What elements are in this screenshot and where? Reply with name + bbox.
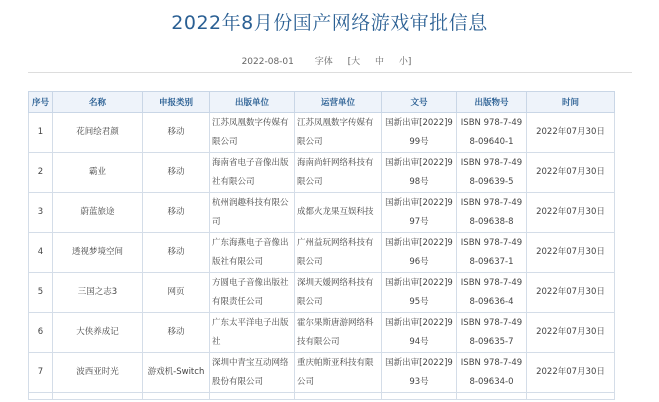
cell-category: 移动 xyxy=(143,233,210,273)
cell-date: 2022年07月30日 xyxy=(527,353,615,393)
cell-publisher: 江苏凤凰数字传媒有限公司 xyxy=(210,113,295,153)
cell-date: 2022年07月30日 xyxy=(527,113,615,153)
cell-publisher: 广东太平洋电子出版社 xyxy=(210,313,295,353)
cell-name: 大侠养成记 xyxy=(53,313,143,353)
approval-table xyxy=(28,91,615,400)
header-category: 申报类别 xyxy=(143,92,210,113)
cell-approval-no: 国新出审[2022]997号 xyxy=(382,193,457,233)
cell-approval-no: 国新出审[2022]996号 xyxy=(382,233,457,273)
cell-approval-no: 国新出审[2022]999号 xyxy=(382,113,457,153)
table-row-partial xyxy=(29,393,615,400)
table-row xyxy=(29,353,615,393)
cell-index: 2 xyxy=(29,153,53,193)
cell-isbn: ISBN 978-7-498-09640-1 xyxy=(457,113,527,153)
cell-date: 2022年07月30日 xyxy=(527,233,615,273)
cell-date: 2022年07月30日 xyxy=(527,153,615,193)
cell-approval-no: 国新出审[2022]998号 xyxy=(382,153,457,193)
cell-operator: 霍尔果斯唐游网络科技有限公司 xyxy=(295,313,382,353)
cell-publisher: 广东海燕电子音像出版社有限公司 xyxy=(210,233,295,273)
header-date: 时间 xyxy=(527,92,615,113)
cell-operator: 成都火龙果互娱科技 xyxy=(295,193,382,233)
title-divider xyxy=(28,72,632,73)
page-title: 2022年8月份国产网络游戏审批信息 xyxy=(171,12,488,34)
cell-category: 移动 xyxy=(143,113,210,153)
cell-index: 7 xyxy=(29,353,53,393)
cell-publisher: 深圳中青宝互动网络股份有限公司 xyxy=(210,353,295,393)
cell-publisher: 海南省电子音像出版社有限公司 xyxy=(210,153,295,193)
cell-index: 3 xyxy=(29,193,53,233)
publish-date: 2022-08-01 xyxy=(241,57,294,67)
cell-publisher: 杭州润趣科技有限公司 xyxy=(210,193,295,233)
cell-operator: 江苏凤凰数字传媒有限公司 xyxy=(295,113,382,153)
cell-isbn: ISBN 978-7-498-09636-4 xyxy=(457,273,527,313)
cell-category: 移动 xyxy=(143,193,210,233)
cell-approval-no: 国新出审[2022]995号 xyxy=(382,273,457,313)
cell-category: 移动 xyxy=(143,313,210,353)
cell-index: 5 xyxy=(29,273,53,313)
header-publisher: 出版单位 xyxy=(210,92,295,113)
font-size-large-button[interactable]: [大 xyxy=(347,57,361,67)
cell-name: 霸业 xyxy=(53,153,143,193)
cell-isbn: ISBN 978-7-498-09638-8 xyxy=(457,193,527,233)
header-operator: 运营单位 xyxy=(295,92,382,113)
cell-approval-no: 国新出审[2022]994号 xyxy=(382,313,457,353)
table-body xyxy=(29,113,615,400)
cell-index: 1 xyxy=(29,113,53,153)
cell-category: 网页 xyxy=(143,273,210,313)
cell-name: 透视梦境空间 xyxy=(53,233,143,273)
cell-operator: 重庆帕斯亚科技有限公司 xyxy=(295,353,382,393)
cell-operator: 海南尚轩网络科技有限公司 xyxy=(295,153,382,193)
table-header-row xyxy=(29,92,615,113)
font-size-label: 字体 xyxy=(314,57,333,67)
cell-category: 移动 xyxy=(143,153,210,193)
cell-isbn: ISBN 978-7-498-09639-5 xyxy=(457,153,527,193)
font-size-medium-button[interactable]: 中 xyxy=(375,57,385,67)
cell-date: 2022年07月30日 xyxy=(527,273,615,313)
font-size-control xyxy=(309,57,418,67)
table-row xyxy=(29,153,615,193)
cell-isbn: ISBN 978-7-498-09635-7 xyxy=(457,313,527,353)
cell-name: 波西亚时光 xyxy=(53,353,143,393)
table-row xyxy=(29,273,615,313)
cell-date: 2022年07月30日 xyxy=(527,193,615,233)
table-row xyxy=(29,313,615,353)
cell-publisher: 方圆电子音像出版社有限责任公司 xyxy=(210,273,295,313)
cell-isbn: ISBN 978-7-498-09634-0 xyxy=(457,353,527,393)
header-index: 序号 xyxy=(29,92,53,113)
table-row xyxy=(29,193,615,233)
table-row xyxy=(29,233,615,273)
header-approval-no: 文号 xyxy=(382,92,457,113)
font-size-small-button[interactable]: 小] xyxy=(398,57,412,67)
cell-isbn: ISBN 978-7-498-09637-1 xyxy=(457,233,527,273)
header-isbn: 出版物号 xyxy=(457,92,527,113)
cell-index: 4 xyxy=(29,233,53,273)
cell-date: 2022年07月30日 xyxy=(527,313,615,353)
cell-name: 花间绘君颜 xyxy=(53,113,143,153)
table-row xyxy=(29,113,615,153)
cell-operator: 深圳天媛网络科技有限公司 xyxy=(295,273,382,313)
header-name: 名称 xyxy=(53,92,143,113)
cell-approval-no: 国新出审[2022]993号 xyxy=(382,353,457,393)
cell-index: 6 xyxy=(29,313,53,353)
article-meta xyxy=(0,54,659,67)
cell-category: 游戏机-Switch xyxy=(143,353,210,393)
cell-name: 三国之志3 xyxy=(53,273,143,313)
cell-name: 蔚蓝旅途 xyxy=(53,193,143,233)
cell-operator: 广州益玩网络科技有限公司 xyxy=(295,233,382,273)
